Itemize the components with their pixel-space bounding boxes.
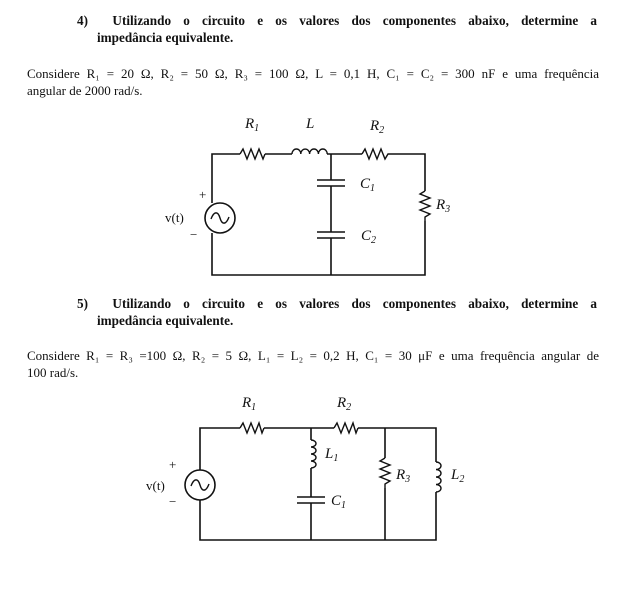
q5-resistor-r2	[334, 423, 358, 433]
q4-title-line1: 4) Utilizando o circuito e os valores dos componentes abaixo, determine a	[77, 13, 597, 28]
q5-resistor-r1	[240, 423, 264, 433]
q4-capacitor-c1	[317, 180, 345, 186]
q5-label-l2: $L_2$	[451, 467, 465, 485]
q5-inductor-l2	[436, 462, 441, 492]
q4-source-label: v(t)	[165, 210, 184, 225]
q4-inductor-l	[292, 149, 327, 154]
q4-title-line2: impedância equivalente.	[97, 30, 234, 45]
q5-label-r1: $R_1$	[242, 395, 257, 413]
q4-label-r3: $R_3$	[436, 197, 451, 215]
q5-title-line1: 5) Utilizando o circuito e os valores dos componentes abaixo, determine a	[77, 296, 597, 311]
q5-resistor-r3	[380, 458, 390, 488]
q4-statement-line2: angular de 2000 rad/s.	[27, 83, 143, 98]
q4-label-c1: $C_1$	[360, 176, 376, 194]
q4-label-c2: $C_2$	[361, 228, 377, 246]
q5-wire-left-bottom	[200, 492, 436, 540]
q4-source-minus: −	[190, 227, 198, 242]
q5-label-l1: $L_1$	[325, 446, 339, 464]
q4-resistor-r2	[362, 149, 390, 159]
q5-label-r2: $R_2$	[337, 395, 352, 413]
q5-number: 5)	[77, 296, 88, 311]
q4-capacitor-c2	[317, 232, 345, 238]
q5-title-line2: impedância equivalente.	[97, 313, 234, 328]
q5-statement-line1: Considere R₁ = R₃ =100 Ω, R₂ = 5 Ω, L₁ = L₂ = 0,2 H, C₁ = 30 μF e uma frequência angular de	[27, 348, 599, 363]
q5-label-c1: $C_1$	[331, 493, 347, 511]
q4-wire-r2-right	[390, 154, 425, 191]
q5-source-minus: −	[169, 494, 177, 509]
q4-source-plus: +	[199, 187, 207, 202]
q5-wire-r2-right	[358, 428, 436, 462]
q4-resistor-r3	[420, 191, 430, 221]
q4-resistor-r1	[240, 149, 265, 159]
q5-wire-left	[200, 428, 240, 470]
q4-statement-line1: Considere R₁ = 20 Ω, R₂ = 50 Ω, R₃ = 100 Ω, L = 0,1 H, C₁ = C₂ = 300 nF e uma frequência	[27, 66, 599, 81]
q5-statement-line2: 100 rad/s.	[27, 365, 79, 380]
q4-label-l: L	[306, 116, 315, 132]
q5-capacitor-c1	[297, 497, 325, 503]
circuit-q5	[146, 395, 464, 540]
q4-number: 4)	[77, 13, 88, 28]
circuit-q4	[165, 116, 450, 275]
q5-source-plus: +	[169, 457, 177, 472]
q4-wire-left-bottom	[212, 221, 425, 275]
q5-label-r3: $R_3$	[396, 467, 411, 485]
q4-label-r2: $R_2$	[370, 118, 385, 136]
q5-ac-wave-icon	[191, 480, 209, 490]
q4-ac-wave-icon	[211, 213, 229, 223]
q5-inductor-l1	[311, 440, 316, 468]
q4-wire-left	[212, 154, 240, 203]
q5-source-label: v(t)	[146, 478, 165, 493]
q4-label-r1: $R_1$	[245, 116, 260, 134]
